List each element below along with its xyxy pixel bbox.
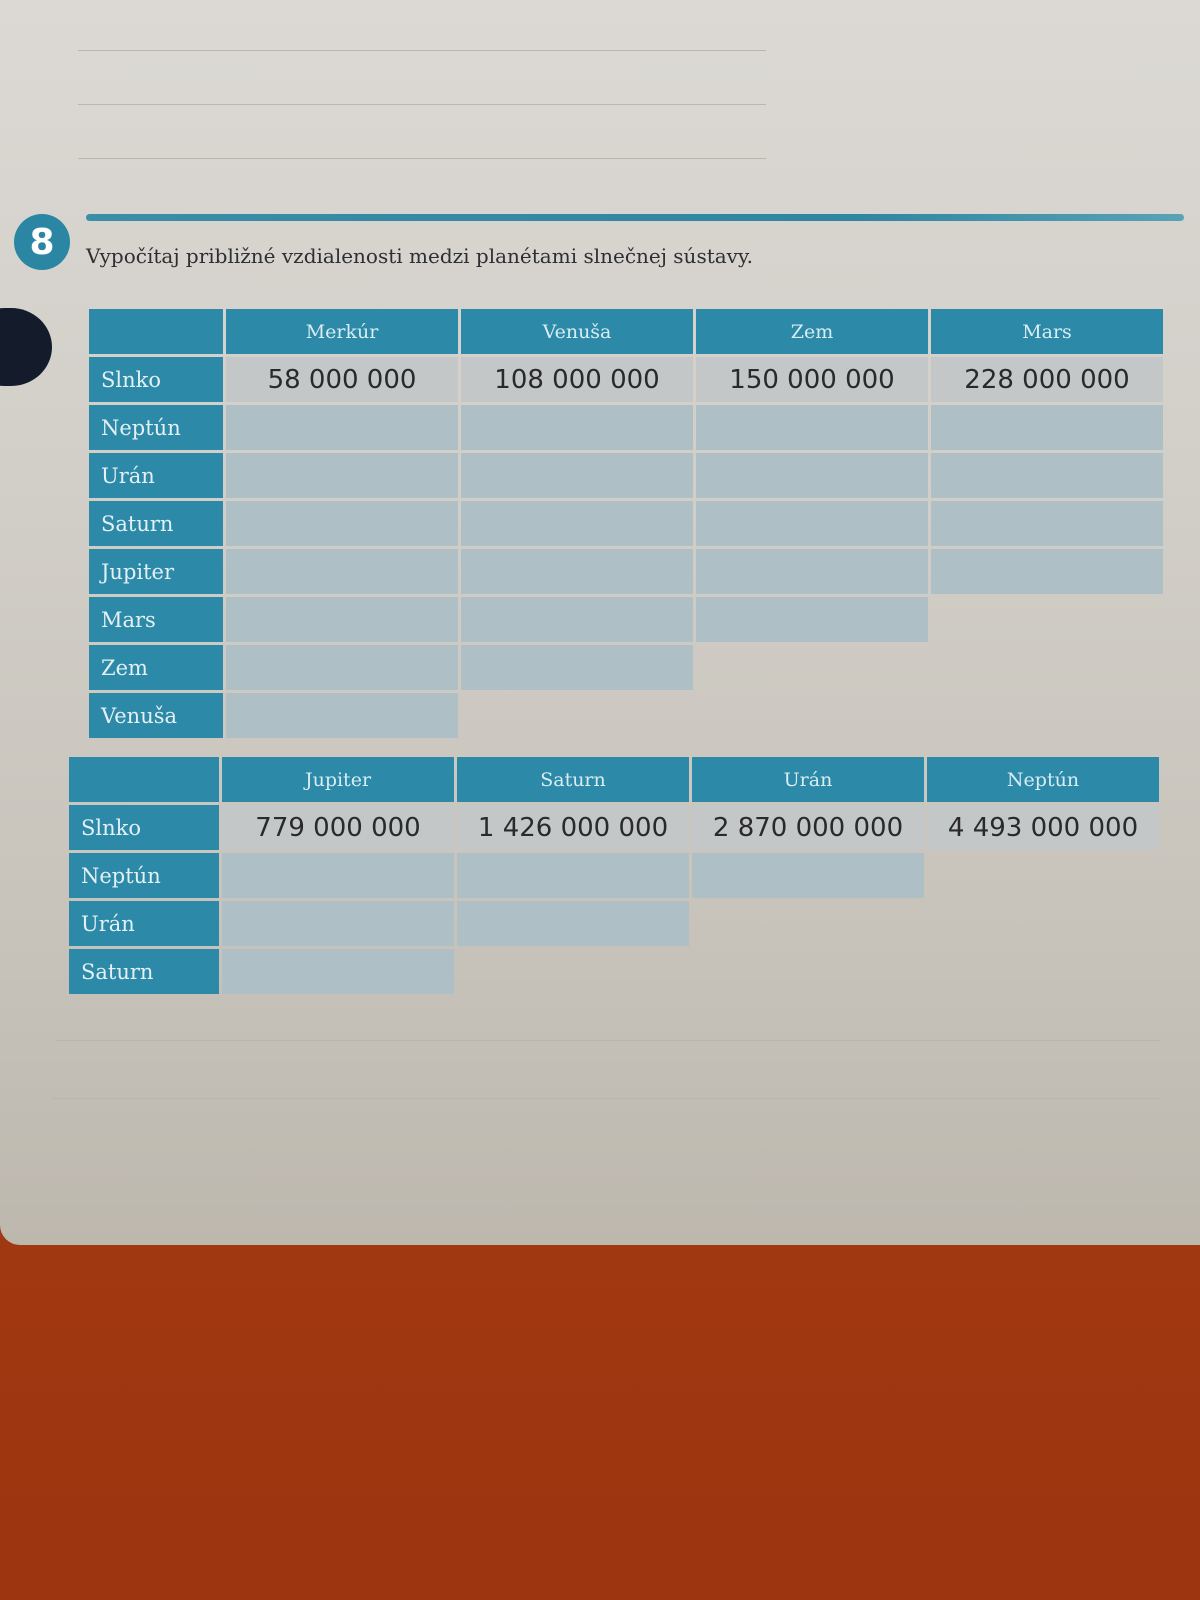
table-row (69, 901, 1159, 946)
table-corner (69, 757, 219, 802)
writing-line (56, 1040, 1160, 1041)
column-header: Mars (931, 309, 1163, 354)
distance-table-1 (86, 306, 1166, 741)
row-header: Jupiter (89, 549, 223, 594)
distance-cell: 779 000 000 (222, 805, 454, 850)
row-header: Slnko (69, 805, 219, 850)
blank-cell (931, 645, 1163, 690)
writing-line (78, 50, 766, 51)
column-header: Venuša (461, 309, 693, 354)
distance-table-2 (66, 754, 1162, 997)
answer-cell[interactable] (226, 693, 458, 738)
answer-cell[interactable] (222, 901, 454, 946)
table-row (89, 645, 1163, 690)
answer-cell[interactable] (696, 453, 928, 498)
writing-line (78, 104, 766, 105)
row-header: Zem (89, 645, 223, 690)
answer-cell[interactable] (696, 597, 928, 642)
task-instruction: Vypočítaj približné vzdialenosti medzi planétami slnečnej sústavy. (86, 244, 753, 268)
answer-cell[interactable] (226, 597, 458, 642)
answer-cell[interactable] (931, 549, 1163, 594)
row-header: Urán (69, 901, 219, 946)
distance-cell: 150 000 000 (696, 357, 928, 402)
column-header: Neptún (927, 757, 1159, 802)
table-row (69, 805, 1159, 850)
blank-cell (931, 597, 1163, 642)
table-row (69, 853, 1159, 898)
writing-line (78, 158, 766, 159)
row-header: Saturn (69, 949, 219, 994)
answer-cell[interactable] (461, 645, 693, 690)
answer-cell[interactable] (457, 853, 689, 898)
table-row (89, 693, 1163, 738)
answer-cell[interactable] (226, 501, 458, 546)
answer-cell[interactable] (931, 453, 1163, 498)
table-row (89, 501, 1163, 546)
answer-cell[interactable] (931, 501, 1163, 546)
blank-cell (461, 693, 693, 738)
distance-cell: 2 870 000 000 (692, 805, 924, 850)
blank-cell (696, 693, 928, 738)
blank-cell (927, 901, 1159, 946)
blank-cell (692, 901, 924, 946)
column-header: Jupiter (222, 757, 454, 802)
row-header: Saturn (89, 501, 223, 546)
answer-cell[interactable] (692, 853, 924, 898)
answer-cell[interactable] (461, 501, 693, 546)
table-row (89, 453, 1163, 498)
blank-cell (927, 853, 1159, 898)
blank-cell (931, 693, 1163, 738)
table-row (89, 357, 1163, 402)
answer-cell[interactable] (461, 453, 693, 498)
answer-cell[interactable] (226, 549, 458, 594)
distance-cell: 228 000 000 (931, 357, 1163, 402)
distance-cell: 58 000 000 (226, 357, 458, 402)
table-header-row (89, 309, 1163, 354)
distance-cell: 108 000 000 (461, 357, 693, 402)
table-row (89, 549, 1163, 594)
column-header: Urán (692, 757, 924, 802)
answer-cell[interactable] (931, 405, 1163, 450)
blank-cell (927, 949, 1159, 994)
table-row (89, 405, 1163, 450)
answer-cell[interactable] (696, 501, 928, 546)
distance-cell: 4 493 000 000 (927, 805, 1159, 850)
answer-cell[interactable] (461, 597, 693, 642)
row-header: Neptún (89, 405, 223, 450)
table-row (69, 949, 1159, 994)
row-header: Mars (89, 597, 223, 642)
row-header: Slnko (89, 357, 223, 402)
column-header: Zem (696, 309, 928, 354)
answer-cell[interactable] (226, 645, 458, 690)
distance-cell: 1 426 000 000 (457, 805, 689, 850)
table-corner (89, 309, 223, 354)
answer-cell[interactable] (226, 405, 458, 450)
task-number-badge: 8 (14, 214, 70, 270)
table-row (89, 597, 1163, 642)
row-header: Venuša (89, 693, 223, 738)
answer-cell[interactable] (461, 405, 693, 450)
blank-cell (692, 949, 924, 994)
writing-line (52, 1098, 1160, 1099)
answer-cell[interactable] (461, 549, 693, 594)
answer-cell[interactable] (222, 853, 454, 898)
answer-cell[interactable] (222, 949, 454, 994)
column-header: Merkúr (226, 309, 458, 354)
row-header: Neptún (69, 853, 219, 898)
blank-cell (457, 949, 689, 994)
answer-cell[interactable] (457, 901, 689, 946)
answer-cell[interactable] (696, 549, 928, 594)
row-header: Urán (89, 453, 223, 498)
answer-cell[interactable] (696, 405, 928, 450)
table-header-row (69, 757, 1159, 802)
column-header: Saturn (457, 757, 689, 802)
answer-cell[interactable] (226, 453, 458, 498)
blank-cell (696, 645, 928, 690)
section-divider (86, 214, 1184, 221)
